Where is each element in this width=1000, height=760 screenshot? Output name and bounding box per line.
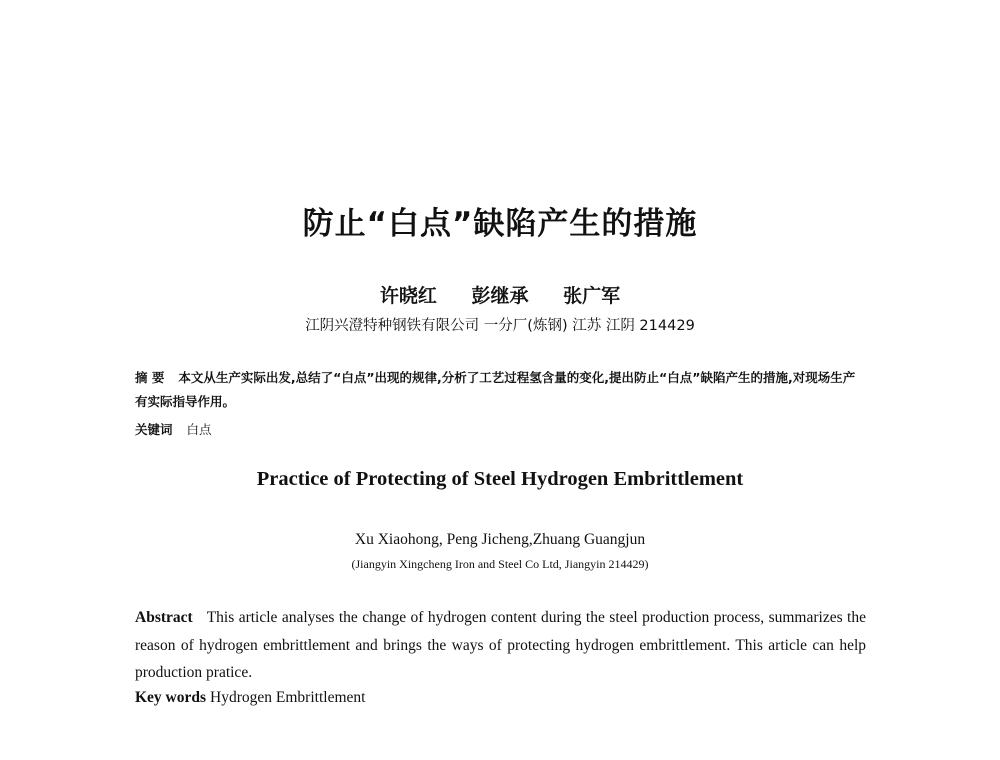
author-name: 彭继承 — [471, 285, 529, 307]
title-chinese: 防止“白点”缺陷产生的措施 — [302, 206, 698, 242]
keywords-english — [135, 689, 365, 707]
keywords-label-chinese: 关键词 — [135, 422, 173, 437]
author-name: 许晓红 — [379, 285, 437, 307]
authors-chinese — [0, 281, 1000, 308]
keywords-chinese — [135, 420, 212, 438]
abstract-chinese — [135, 366, 865, 414]
abstract-text-chinese: 本文从生产实际出发,总结了“白点”出现的规律,分析了工艺过程氢含量的变化,提出防止“白点”缺陷产生的措施,对现场生产有实际指导作用。 — [135, 370, 856, 409]
title-english: Practice of Protecting of Steel Hydrogen Embrittlement — [256, 468, 744, 490]
affiliation-english: (Jiangyin Xingcheng Iron and Steel Co Ltd, Jiangyin 214429) — [351, 557, 649, 571]
abstract-label-english: Abstract — [135, 609, 193, 626]
keywords-label-english: Key words — [135, 689, 207, 706]
abstract-label-chinese: 摘 要 — [135, 370, 165, 385]
keywords-text-chinese: 白点 — [186, 422, 212, 437]
affiliation-chinese: 江阴兴澄特种钢铁有限公司 一分厂(炼钢) 江苏 江阴 214429 — [305, 318, 695, 334]
abstract-english — [135, 604, 866, 687]
author-name: 张广军 — [563, 285, 621, 307]
keywords-text-english: Hydrogen Embrittlement — [210, 689, 366, 706]
authors-english: Xu Xiaohong, Peng Jicheng,Zhuang Guangjun — [354, 531, 646, 548]
abstract-text-english: This article analyses the change of hydrogen content during the steel production process, summarizes the reason of hydrogen embrittlement and brings the ways of protecting hydrogen embrittlement. This article can help production pratice. — [135, 609, 866, 681]
